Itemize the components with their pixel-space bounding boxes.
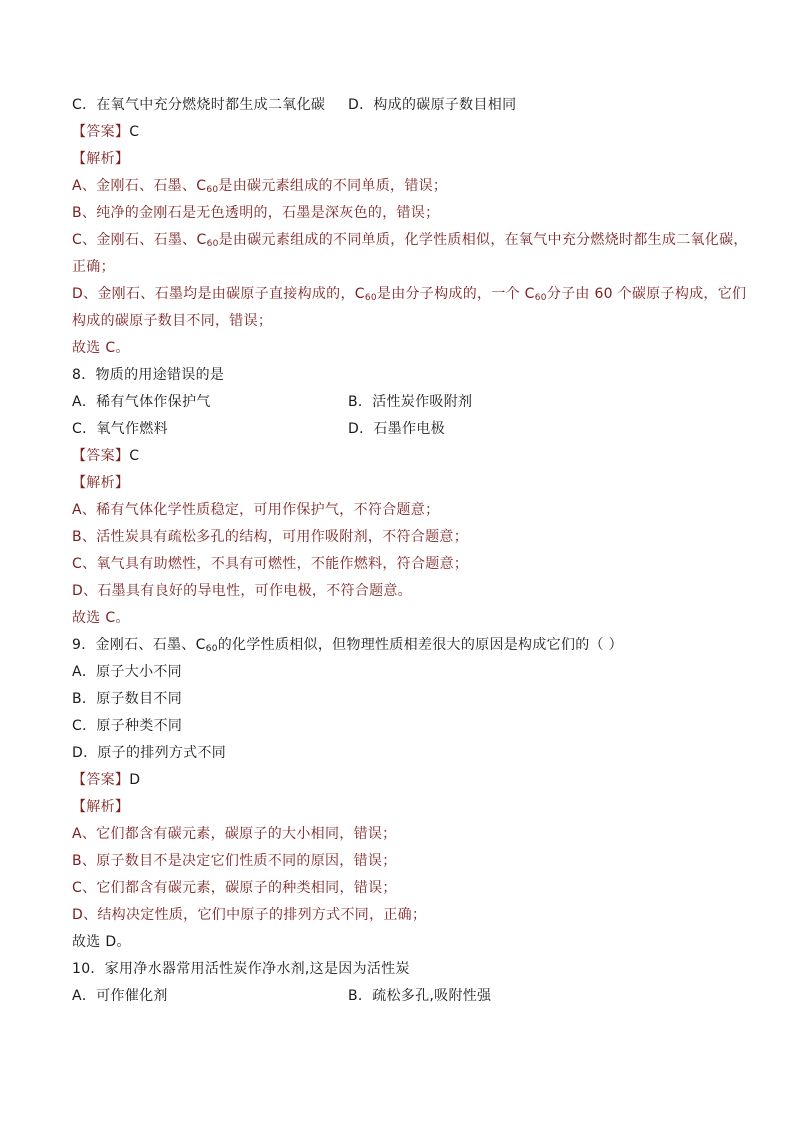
subscript: 60 (364, 293, 377, 303)
q9-conclusion: 故选 D。 (72, 934, 131, 950)
q7-analysis-c-2: 正确； (72, 259, 115, 275)
q10-options-ab (72, 983, 732, 1010)
q8-stem: 8．物质的用途错误的是 (72, 367, 225, 383)
q8-analysis-label: 【解析】 (72, 475, 130, 491)
text-segment: 是由分子构成的，一个 C (376, 286, 535, 302)
q9-option-b: B．原子数目不同 (72, 691, 183, 707)
q8-conclusion: 故选 C。 (72, 610, 130, 626)
text-segment: 是由碳元素组成的不同单质，错误； (218, 178, 448, 194)
text-segment: D、金刚石、石墨均是由碳原子直接构成的，C (72, 286, 365, 302)
q8-analysis-b: B、活性炭具有疏松多孔的结构，可用作吸附剂，不符合题意； (72, 529, 469, 545)
q8-options-cd (72, 416, 732, 443)
subscript: 60 (205, 644, 218, 654)
q9-option-a: A．原子大小不同 (72, 664, 182, 680)
q7-analysis-label: 【解析】 (72, 151, 130, 167)
subscript: 60 (206, 185, 219, 195)
q7-analysis-d-1 (72, 281, 747, 308)
answer-label: 【答案】 (72, 772, 130, 788)
q7-analysis-b: B、纯净的金刚石是无色透明的，石墨是深灰色的，错误； (72, 205, 440, 221)
q7-conclusion: 故选 C。 (72, 340, 130, 356)
text-segment: C、金刚石、石墨、C (72, 232, 207, 248)
q7-answer (72, 119, 732, 146)
q7-analysis-d-2: 构成的碳原子数目不同，错误； (72, 313, 273, 329)
q8-analysis-c: C、氧气具有助燃性，不具有可燃性，不能作燃料，符合题意； (72, 556, 469, 572)
subscript: 60 (534, 293, 547, 303)
q9-option-c: C．原子种类不同 (72, 718, 183, 734)
q9-analysis-c: C、它们都含有碳元素，碳原子的种类相同，错误； (72, 880, 397, 896)
q8-option-a: A．稀有气体作保护气 (72, 394, 211, 410)
answer-value: C (129, 124, 140, 140)
q7-option-d: D．构成的碳原子数目相同 (348, 97, 517, 113)
q9-analysis-d: D、结构决定性质，它们中原子的排列方式不同，正确； (72, 907, 427, 923)
q8-option-c: C．氧气作燃料 (72, 421, 168, 437)
text-segment: 9．金刚石、石墨、C (72, 637, 206, 653)
subscript: 60 (206, 239, 219, 249)
q9-stem (72, 632, 732, 659)
q9-analysis-a: A、它们都含有碳元素，碳原子的大小相同，错误； (72, 826, 397, 842)
q9-analysis-b: B、原子数目不是决定它们性质不同的原因，错误； (72, 853, 397, 869)
q8-option-d: D．石墨作电极 (348, 421, 445, 437)
q7-analysis-c-1 (72, 227, 748, 254)
q9-answer (72, 767, 732, 794)
answer-value: D (129, 772, 141, 788)
answer-label: 【答案】 (72, 448, 130, 464)
q8-options-ab (72, 389, 732, 416)
answer-value: C (129, 448, 140, 464)
q9-analysis-label: 【解析】 (72, 799, 130, 815)
q8-analysis-a: A、稀有气体化学性质稳定，可用作保护气，不符合题意； (72, 502, 440, 518)
q7-options-cd (72, 92, 732, 119)
q9-option-d: D．原子的排列方式不同 (72, 745, 227, 761)
q10-option-b: B．疏松多孔,吸附性强 (348, 988, 492, 1004)
text-segment: A、金刚石、石墨、C (72, 178, 207, 194)
text-segment: 是由碳元素组成的不同单质，化学性质相似，在氧气中充分燃烧时都生成二氧化碳， (218, 232, 748, 248)
q10-option-a: A．可作催化剂 (72, 988, 168, 1004)
text-segment: 分子由 60 个碳原子构成，它们 (546, 286, 747, 302)
document-page (72, 92, 748, 1010)
answer-label: 【答案】 (72, 124, 130, 140)
q8-analysis-d: D、石墨具有良好的导电性，可作电极，不符合题意。 (72, 583, 412, 599)
q8-answer (72, 443, 732, 470)
q8-option-b: B．活性炭作吸附剂 (348, 394, 473, 410)
q10-stem: 10．家用净水器常用活性炭作净水剂,这是因为活性炭 (72, 961, 410, 977)
q7-option-c: C．在氧气中充分燃烧时都生成二氧化碳 (72, 97, 326, 113)
q7-analysis-a (72, 173, 732, 200)
text-segment: 的化学性质相似，但物理性质相差很大的原因是构成它们的（ ） (217, 637, 623, 653)
